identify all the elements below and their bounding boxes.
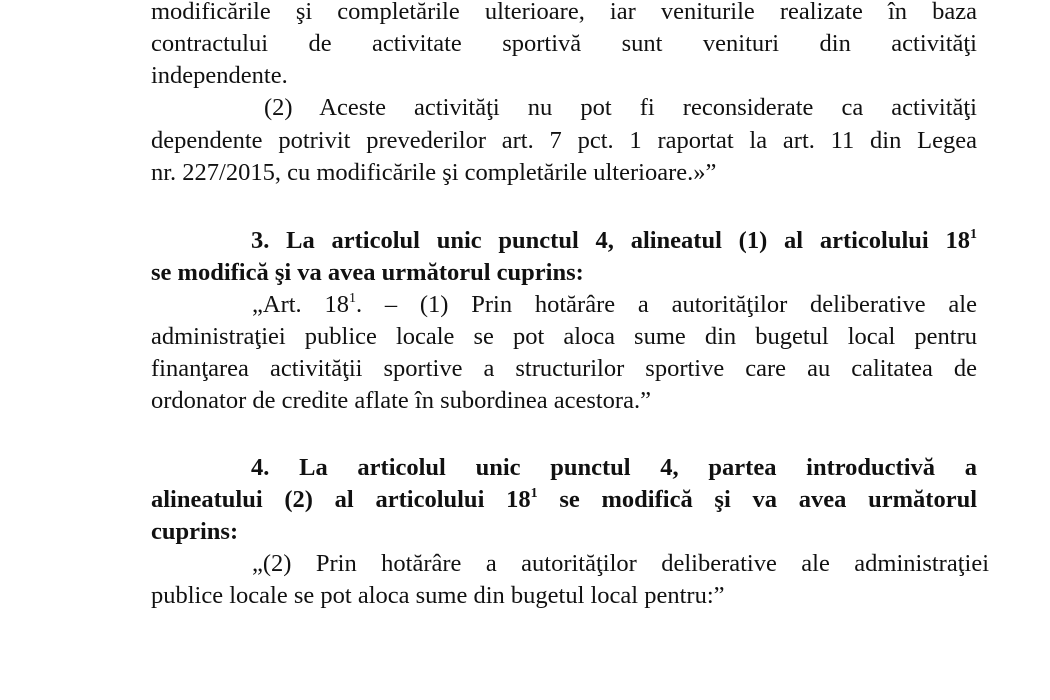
heading-text: alineatului (2) al articolului 18 xyxy=(151,486,531,513)
paragraph-line: publice locale se pot aloca sume din bugetul local pentru:” xyxy=(151,582,725,609)
amendment-heading-4-cont: cuprins: xyxy=(151,518,239,545)
quoted-article xyxy=(252,289,977,321)
superscript: 1 xyxy=(970,227,977,242)
paragraph-line: (2) Aceste activităţi nu pot fi reconsiderate ca activităţi xyxy=(264,94,977,121)
quoted-paragraph: „(2) Prin hotărâre a autorităţilor deliberative ale administraţiei xyxy=(252,550,989,577)
amendment-heading-4: 4. La articolul unic punctul 4, partea introductivă a xyxy=(251,454,977,481)
paragraph-line: dependente potrivit prevederilor art. 7 pct. 1 raportat la art. 11 din Legea xyxy=(151,127,977,154)
quote-start: „Art. 18 xyxy=(252,291,349,318)
quote-text: . – (1) Prin hotărâre a autorităţilor deliberative ale xyxy=(355,291,977,318)
paragraph-line: modificările şi completările ulterioare, iar veniturile realizate în baza xyxy=(151,0,977,25)
amendment-heading-3-cont: se modifică şi va avea următorul cuprins: xyxy=(151,259,584,286)
heading-text: se modifică şi va avea următorul xyxy=(537,486,977,513)
paragraph-line: contractului de activitate sportivă sunt venituri din activităţi xyxy=(151,30,977,57)
amendment-heading-3 xyxy=(251,225,977,257)
heading-text: 3. La articolul unic punctul 4, alineatul (1) al articolului 18 xyxy=(251,227,970,254)
amendment-heading-4-cont xyxy=(151,484,977,516)
superscript: 1 xyxy=(530,486,538,501)
paragraph-line: administraţiei publice locale se pot aloca sume din bugetul local pentru xyxy=(151,323,977,350)
paragraph-line: finanţarea activităţii sportive a structurilor sportive care au calitatea de xyxy=(151,355,977,382)
paragraph-line: independente. xyxy=(151,62,288,89)
superscript: 1 xyxy=(348,291,356,306)
paragraph-line: nr. 227/2015, cu modificările şi completările ulterioare.»” xyxy=(151,159,717,186)
paragraph-line: ordonator de credite aflate în subordinea acestora.” xyxy=(151,387,651,414)
